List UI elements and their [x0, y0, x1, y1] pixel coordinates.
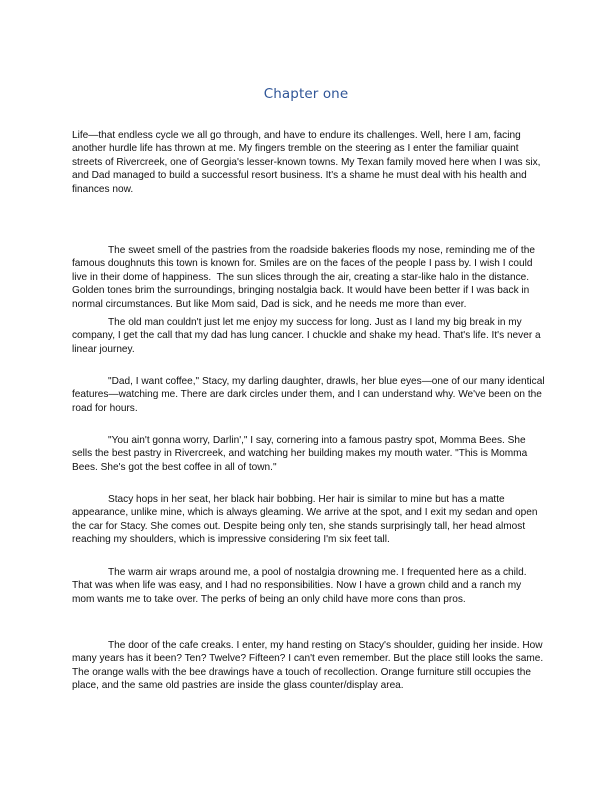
paragraph-2 — [72, 244, 546, 311]
paragraph-6-text: Stacy hops in her seat, her black hair bobbing. Her hair is similar to mine but has a matte appearance, unlike mine, which is always gleaming. We arrive at the spot, and I exit my sedan and open the car for Stacy. She comes out. Despite being only ten, she stands surprisingly tall, her head almost reaching my shoulders, which is impressive considering I'm six feet tall. — [72, 494, 541, 546]
chapter-title: Chapter one — [263, 86, 349, 102]
paragraph-5-text: "You ain't gonna worry, Darlin'," I say, cornering into a famous pastry spot, Momma Bees. She sells the best pastry in Rivercreek, and watching her building makes my mouth water. "This is Momma Bees. She's got the best coffee in all of town." — [72, 435, 530, 473]
paragraph-3-text: The old man couldn't just let me enjoy my success for long. Just as I land my big break in my company, I get the call that my dad has lung cancer. I chuckle and shake my head. That's life. It's never a linear journey. — [72, 317, 544, 355]
paragraph-4-text: "Dad, I want coffee," Stacy, my darling daughter, drawls, her blue eyes—one of our many identical features—watching me. There are dark circles under them, and I can understand why. We've been on the road for hours. — [72, 376, 548, 414]
paragraph-5 — [72, 434, 546, 474]
paragraph-6 — [72, 493, 546, 547]
paragraph-8 — [72, 639, 546, 693]
paragraph-3 — [72, 316, 546, 356]
paragraph-1-text: Life—that endless cycle we all go through, and have to endure its challenges. Well, here I am, facing another hurdle life has thrown at me. My fingers tremble on the steering as I enter the familiar quaint streets of Rivercreek, one of Georgia's lesser-known towns. My Texan family moved here when I was six, and Dad managed to build a successful resort business. It's a shame he must deal with his health and finances now. — [72, 130, 544, 195]
paragraph-1 — [72, 129, 546, 196]
paragraph-7-text: The warm air wraps around me, a pool of nostalgia drowning me. I frequented here as a child. That was when life was easy, and I had no responsibilities. Now I have a grown child and a ranch my mom wants me to take over. The perks of being an only child have more cons than pros. — [72, 567, 530, 605]
paragraph-7 — [72, 566, 546, 606]
paragraph-8-text: The door of the cafe creaks. I enter, my hand resting on Stacy's shoulder, guiding her inside. How many years has it been? Ten? Twelve? Fifteen? I can't even remember. But the place still looks the same. The orange walls with the bee drawings have a touch of recollection. Orange furniture still occupies the place, and the same old pastries are inside the glass counter/display area. — [72, 640, 546, 692]
paragraph-2-text: The sweet smell of the pastries from the roadside bakeries floods my nose, reminding me of the famous doughnuts this town is known for. Smiles are on the faces of the people I pass by. I wish I could live in their dome of happiness. The sun slices through the air, creating a star-like halo in the distance. Golden tones brim the surroundings, bringing nostalgia back. It would have been better if I was back in normal circumstances. But like Mom said, Dad is sick, and he needs me more than ever. — [72, 245, 538, 310]
paragraph-4 — [72, 375, 546, 415]
